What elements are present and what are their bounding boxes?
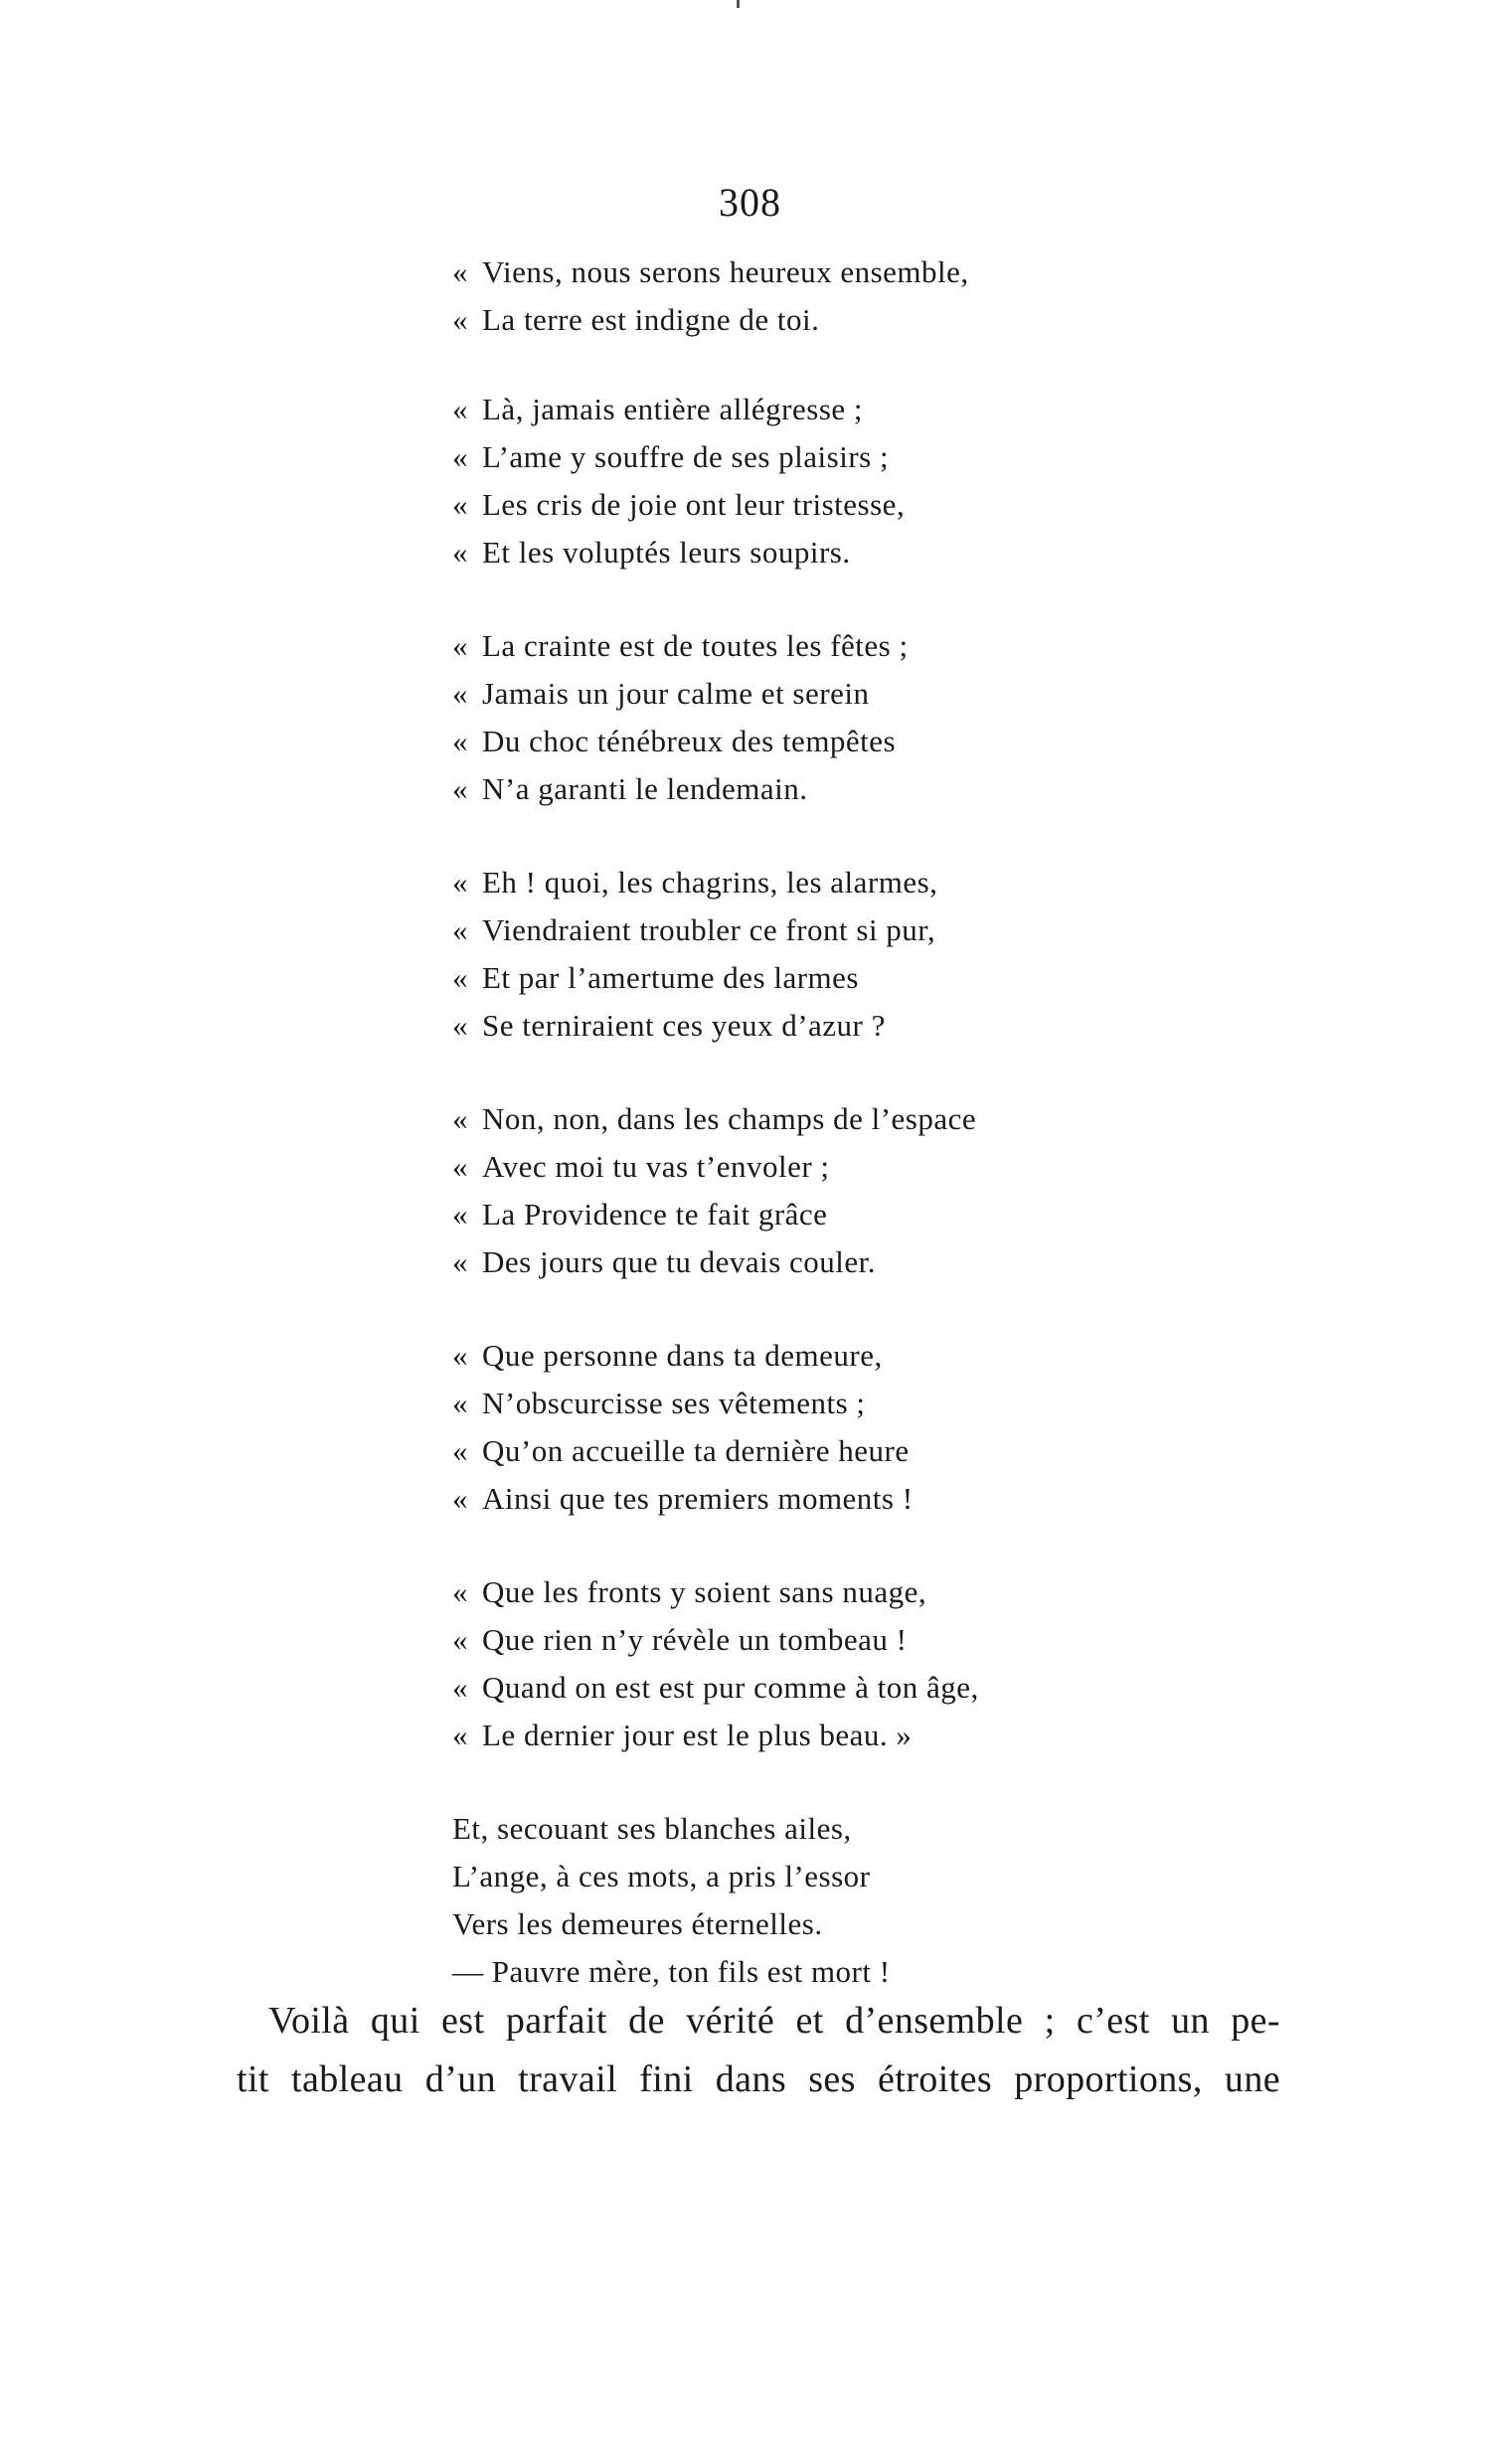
quote-mark: «: [452, 1197, 468, 1232]
poem: [452, 248, 1128, 2042]
verse-line: [452, 1616, 1128, 1664]
verse-line: [452, 670, 1128, 718]
stanza: [452, 859, 1128, 1050]
verse-text: Eh ! quoi, les chagrins, les alarmes,: [482, 865, 938, 900]
verse-text: Se terniraient ces yeux d’azur ?: [482, 1008, 886, 1043]
verse-text: Là, jamais entière allégresse ;: [482, 392, 864, 426]
quote-mark: «: [452, 1481, 468, 1516]
print-mark: [737, 0, 740, 8]
verse-line: [452, 906, 1128, 954]
verse-text: Que rien n’y révèle un tombeau !: [482, 1622, 908, 1657]
verse-text: Que personne dans ta demeure,: [482, 1338, 883, 1373]
verse-text: N’a garanti le lendemain.: [482, 771, 808, 806]
quote-mark: «: [452, 960, 468, 995]
quote-mark: «: [452, 254, 468, 289]
quote-mark: «: [452, 535, 468, 570]
verse-line: [452, 1143, 1128, 1191]
quote-mark: «: [452, 1433, 468, 1468]
verse-line: [452, 248, 1128, 296]
verse-line: [452, 718, 1128, 765]
prose-line: tit tableau d’un travail fini dans ses étroites proportions, une: [237, 2058, 1280, 2100]
quote-mark: «: [452, 487, 468, 522]
verse-line: [452, 529, 1128, 576]
stanza: [452, 1568, 1128, 1759]
quote-mark: «: [452, 628, 468, 663]
verse-text: Et, secouant ses blanches ailes,: [452, 1811, 852, 1846]
prose-line: Voilà qui est parfait de vérité et d’ensemble ; c’est un pe-: [268, 2000, 1280, 2042]
quote-mark: «: [452, 1386, 468, 1420]
quote-mark: «: [452, 1244, 468, 1279]
verse-line: [452, 1427, 1128, 1475]
verse-line: [452, 954, 1128, 1002]
verse-line: [452, 1853, 1128, 1900]
verse-line: [452, 859, 1128, 906]
verse-line: [452, 1900, 1128, 1948]
verse-line: [452, 296, 1128, 344]
verse-line: [452, 1664, 1128, 1712]
verse-text: Viendraient troubler ce front si pur,: [482, 912, 936, 947]
verse-line: [452, 1191, 1128, 1238]
verse-line: [452, 1238, 1128, 1286]
quote-mark: «: [452, 1574, 468, 1609]
stanza: [452, 248, 1128, 344]
quote-mark: «: [452, 392, 468, 426]
verse-text: Les cris de joie ont leur tristesse,: [482, 487, 906, 522]
stanza: [452, 386, 1128, 576]
verse-text: — Pauvre mère, ton fils est mort !: [452, 1954, 891, 1989]
verse-line: [452, 1002, 1128, 1050]
verse-text: La terre est indigne de toi.: [482, 302, 820, 337]
quote-mark: «: [452, 912, 468, 947]
verse-text: Viens, nous serons heureux ensemble,: [482, 254, 969, 289]
verse-text: L’ange, à ces mots, a pris l’essor: [452, 1859, 871, 1893]
verse-line: [452, 765, 1128, 813]
quote-mark: «: [452, 1622, 468, 1657]
stanza: [452, 1095, 1128, 1286]
verse-line: [452, 1948, 1128, 1996]
quote-mark: «: [452, 1338, 468, 1373]
page-number: 308: [719, 180, 781, 225]
verse-text: Vers les demeures éternelles.: [452, 1906, 823, 1941]
verse-text: Et par l’amertume des larmes: [482, 960, 859, 995]
quote-mark: «: [452, 676, 468, 711]
verse-line: [452, 1712, 1128, 1759]
verse-text: Et les voluptés leurs soupirs.: [482, 535, 851, 570]
quote-mark: «: [452, 724, 468, 758]
verse-line: [452, 1805, 1128, 1853]
prose-paragraph: [237, 1992, 1280, 2109]
verse-line: [452, 1568, 1128, 1616]
verse-line: [452, 1380, 1128, 1427]
verse-text: La crainte est de toutes les fêtes ;: [482, 628, 909, 663]
quote-mark: «: [452, 1101, 468, 1136]
stanza: [452, 1805, 1128, 1996]
verse-line: [452, 622, 1128, 670]
quote-mark: «: [452, 1718, 468, 1752]
verse-text: Des jours que tu devais couler.: [482, 1244, 877, 1279]
quote-mark: «: [452, 1149, 468, 1184]
verse-text: La Providence te fait grâce: [482, 1197, 828, 1232]
quote-mark: «: [452, 865, 468, 900]
verse-text: Le dernier jour est le plus beau. »: [482, 1718, 913, 1752]
verse-text: Ainsi que tes premiers moments !: [482, 1481, 914, 1516]
verse-line: [452, 481, 1128, 529]
quote-mark: «: [452, 439, 468, 474]
verse-text: Du choc ténébreux des tempêtes: [482, 724, 897, 758]
quote-mark: «: [452, 771, 468, 806]
verse-line: [452, 1095, 1128, 1143]
verse-line: [452, 386, 1128, 433]
verse-text: Jamais un jour calme et serein: [482, 676, 870, 711]
verse-text: Quand on est est pur comme à ton âge,: [482, 1670, 979, 1705]
verse-text: N’obscurcisse ses vêtements ;: [482, 1386, 866, 1420]
stanza: [452, 622, 1128, 813]
verse-line: [452, 1475, 1128, 1523]
verse-line: [452, 433, 1128, 481]
verse-text: Avec moi tu vas t’envoler ;: [482, 1149, 830, 1184]
quote-mark: «: [452, 1008, 468, 1043]
verse-text: Que les fronts y soient sans nuage,: [482, 1574, 927, 1609]
quote-mark: «: [452, 302, 468, 337]
verse-text: Qu’on accueille ta dernière heure: [482, 1433, 910, 1468]
stanza: [452, 1332, 1128, 1523]
verse-text: Non, non, dans les champs de l’espace: [482, 1101, 977, 1136]
verse-line: [452, 1332, 1128, 1380]
verse-text: L’ame y souffre de ses plaisirs ;: [482, 439, 890, 474]
quote-mark: «: [452, 1670, 468, 1705]
